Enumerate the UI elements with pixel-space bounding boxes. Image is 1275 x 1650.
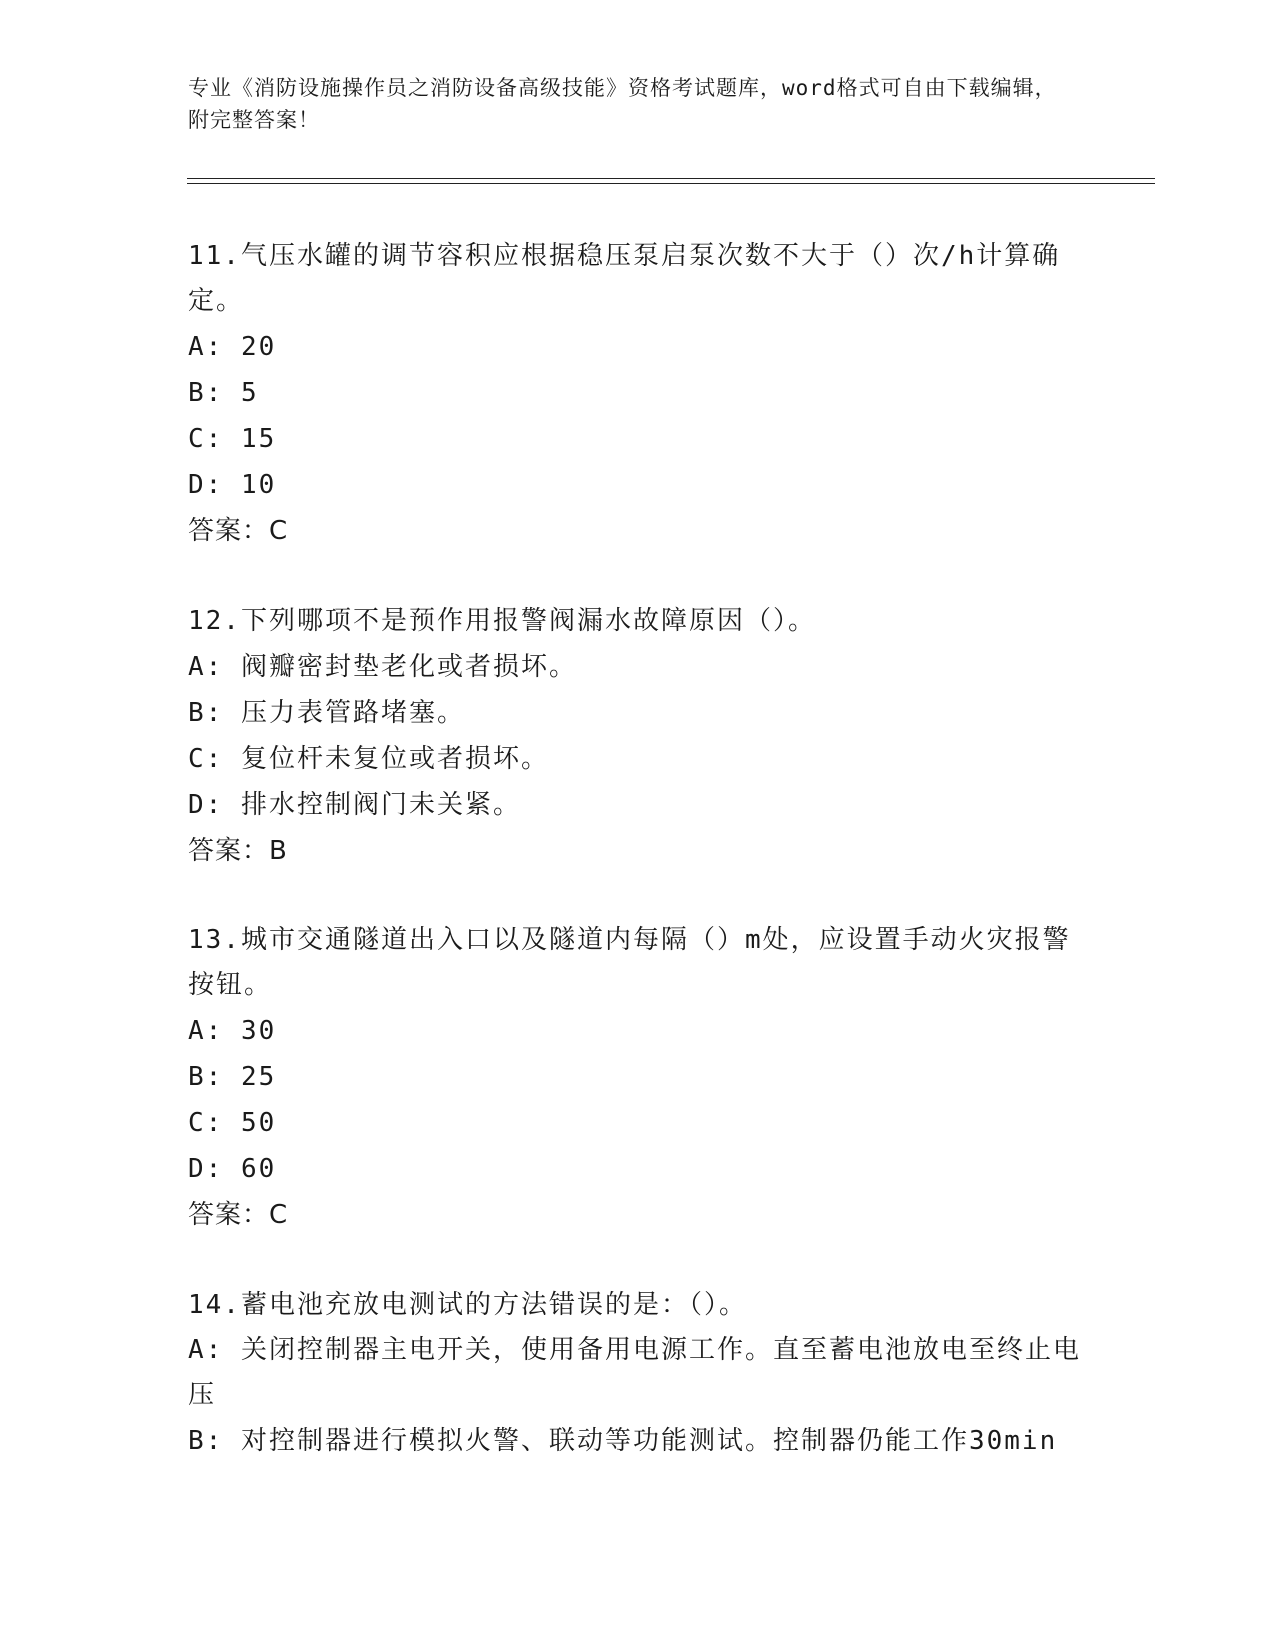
question-stem: 14.蓄电池充放电测试的方法错误的是：（）。: [188, 1290, 747, 1320]
question-11: [188, 234, 1088, 554]
question-stem: 11.气压水罐的调节容积应根据稳压泵启泵次数不大于（）次/h计算确定。: [188, 241, 1061, 316]
option-c: C: 50: [188, 1108, 277, 1138]
option-b: B: 对控制器进行模拟火警、联动等功能测试。控制器仍能工作30min: [188, 1426, 1058, 1456]
answer-label: 答案：C: [188, 1200, 289, 1230]
option-b: B: 压力表管路堵塞。: [188, 698, 465, 728]
answer-label: 答案：C: [188, 516, 289, 546]
question-14: [188, 1283, 1088, 1464]
question-stem: 12.下列哪项不是预作用报警阀漏水故障原因（）。: [188, 606, 816, 636]
option-d: D: 排水控制阀门未关紧。: [188, 790, 521, 820]
question-13: [188, 918, 1088, 1238]
option-d: D: 10: [188, 470, 277, 500]
option-c: C: 15: [188, 424, 277, 454]
option-b: B: 5: [188, 378, 259, 408]
header-divider-top: [187, 178, 1155, 179]
header-divider-bottom: [187, 183, 1155, 184]
question-12: [188, 599, 1088, 874]
option-b: B: 25: [188, 1062, 277, 1092]
option-a: A: 阀瓣密封垫老化或者损坏。: [188, 652, 577, 682]
option-a: A: 30: [188, 1016, 277, 1046]
option-d: D: 60: [188, 1154, 277, 1184]
option-a: A: 关闭控制器主电开关，使用备用电源工作。直至蓄电池放电至终止电压: [188, 1335, 1081, 1410]
document-header: 专业《消防设施操作员之消防设备高级技能》资格考试题库，word格式可自由下载编辑，附完整答案！: [188, 76, 1057, 132]
question-stem: 13.城市交通隧道出入口以及隧道内每隔（）m处，应设置手动火灾报警按钮。: [188, 925, 1071, 1000]
option-c: C: 复位杆未复位或者损坏。: [188, 744, 549, 774]
answer-label: 答案：B: [188, 836, 288, 866]
option-a: A: 20: [188, 332, 277, 362]
